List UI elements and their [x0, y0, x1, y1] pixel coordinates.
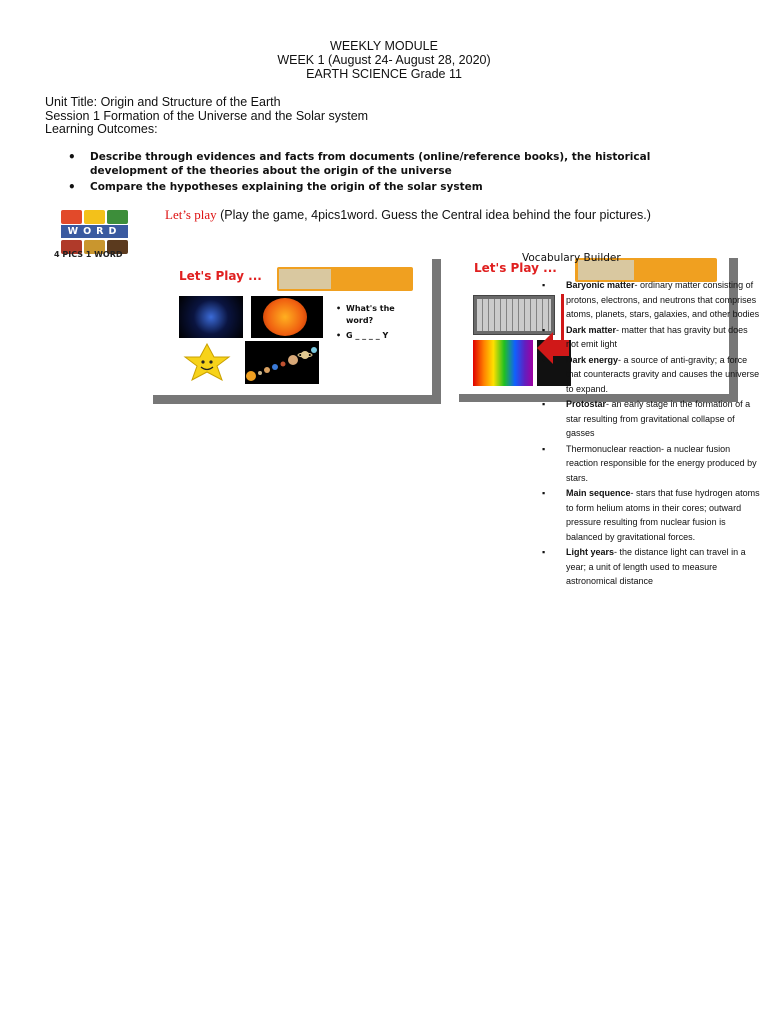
game-title: Let's Play ... — [474, 261, 557, 275]
orange-banner — [277, 267, 413, 291]
vocab-term: Main sequence — [566, 488, 631, 498]
vocab-item — [542, 545, 760, 589]
outcome-item: • Describe through evidences and facts from documents (online/reference books), the historical development of the theories about the origin of the universe — [68, 150, 728, 178]
lets-play-label: Let’s play — [165, 207, 217, 222]
subject-grade: EARTH SCIENCE Grade 11 — [306, 67, 462, 81]
vocab-definition: - stars that fuse hydrogen atoms to form helium atoms in their cores; outward pressure resulting from nuclear fusion is balanced by gravitational forces. — [566, 488, 760, 542]
logo-tile-bee — [84, 210, 105, 224]
vocab-item — [542, 353, 760, 397]
instruction-text: (Play the game, 4pics1word. Guess the Central idea behind the four pictures.) — [216, 208, 651, 222]
vocab-definition: Thermonuclear reaction- a nuclear fusion reaction responsible for the energy produced by stars. — [566, 443, 757, 483]
vocab-term: Baryonic matter — [566, 280, 635, 290]
logo-tile-lizard — [107, 210, 128, 224]
logo-tile-fire — [61, 210, 82, 224]
vocab-item — [542, 486, 760, 544]
game-panel-left — [153, 259, 443, 404]
sun-image-frame — [251, 296, 323, 338]
vocabulary-list — [542, 278, 760, 590]
spectrum-image — [473, 340, 533, 386]
four-pics-one-word-logo — [54, 208, 158, 263]
vocab-term: Protostar — [566, 399, 607, 409]
vocab-item — [542, 278, 760, 322]
vocabulary-title: Vocabulary Builder — [522, 252, 621, 264]
vocab-definition: - matter that has gravity but does not emit light — [566, 324, 748, 349]
unit-title: Unit Title: Origin and Structure of the Earth — [45, 95, 281, 109]
sun-image — [263, 298, 307, 336]
logo-word-strip: WORD — [61, 225, 128, 238]
vocab-item — [542, 442, 760, 486]
game-question: • What's the word? • G _ _ _ _ Y — [336, 304, 395, 340]
solar-system-image — [245, 341, 319, 384]
activity-instruction — [165, 207, 651, 223]
vocab-term: Dark matter — [566, 324, 617, 335]
game-title: Let's Play ... — [179, 269, 262, 283]
vocab-definition: - the distance light can travel in a year; a unit of length used to measure astronomical distance — [566, 547, 746, 586]
vocab-definition: - ordinary matter consisting of protons, electrons, and neutrons that comprises atoms, planets, stars, galaxies, and other bodies — [566, 280, 760, 319]
vocab-item — [542, 323, 760, 352]
logo-caption: 4 PICS 1 WORD — [54, 250, 123, 259]
vocab-item — [542, 397, 760, 441]
learning-outcomes-label: Learning Outcomes: — [45, 122, 158, 136]
star-cluster-image — [179, 296, 243, 338]
panel-shadow — [432, 259, 441, 404]
vocab-definition: - a source of anti-gravity; a force that counteracts gravity and causes the universe to expand. — [566, 354, 760, 394]
week-dates: WEEK 1 (August 24- August 28, 2020) — [277, 53, 491, 67]
answer-hint: G _ _ _ _ Y — [346, 331, 389, 340]
vocab-term: Light years — [566, 547, 615, 557]
module-title: WEEKLY MODULE — [330, 39, 438, 53]
vocab-definition: - an early stage in the formation of a star resulting from gravitational collapse of gasses — [566, 399, 751, 438]
learning-outcomes-list — [68, 150, 728, 196]
vocab-term: Dark energy — [566, 354, 619, 365]
smiling-star-image — [177, 343, 237, 381]
session-title: Session 1 Formation of the Universe and the Solar system — [45, 109, 369, 123]
panel-shadow — [153, 395, 441, 404]
mini-logo — [279, 269, 331, 289]
outcome-item: • Compare the hypotheses explaining the origin of the solar system — [68, 180, 728, 194]
question-text: What's the word? — [346, 304, 395, 325]
